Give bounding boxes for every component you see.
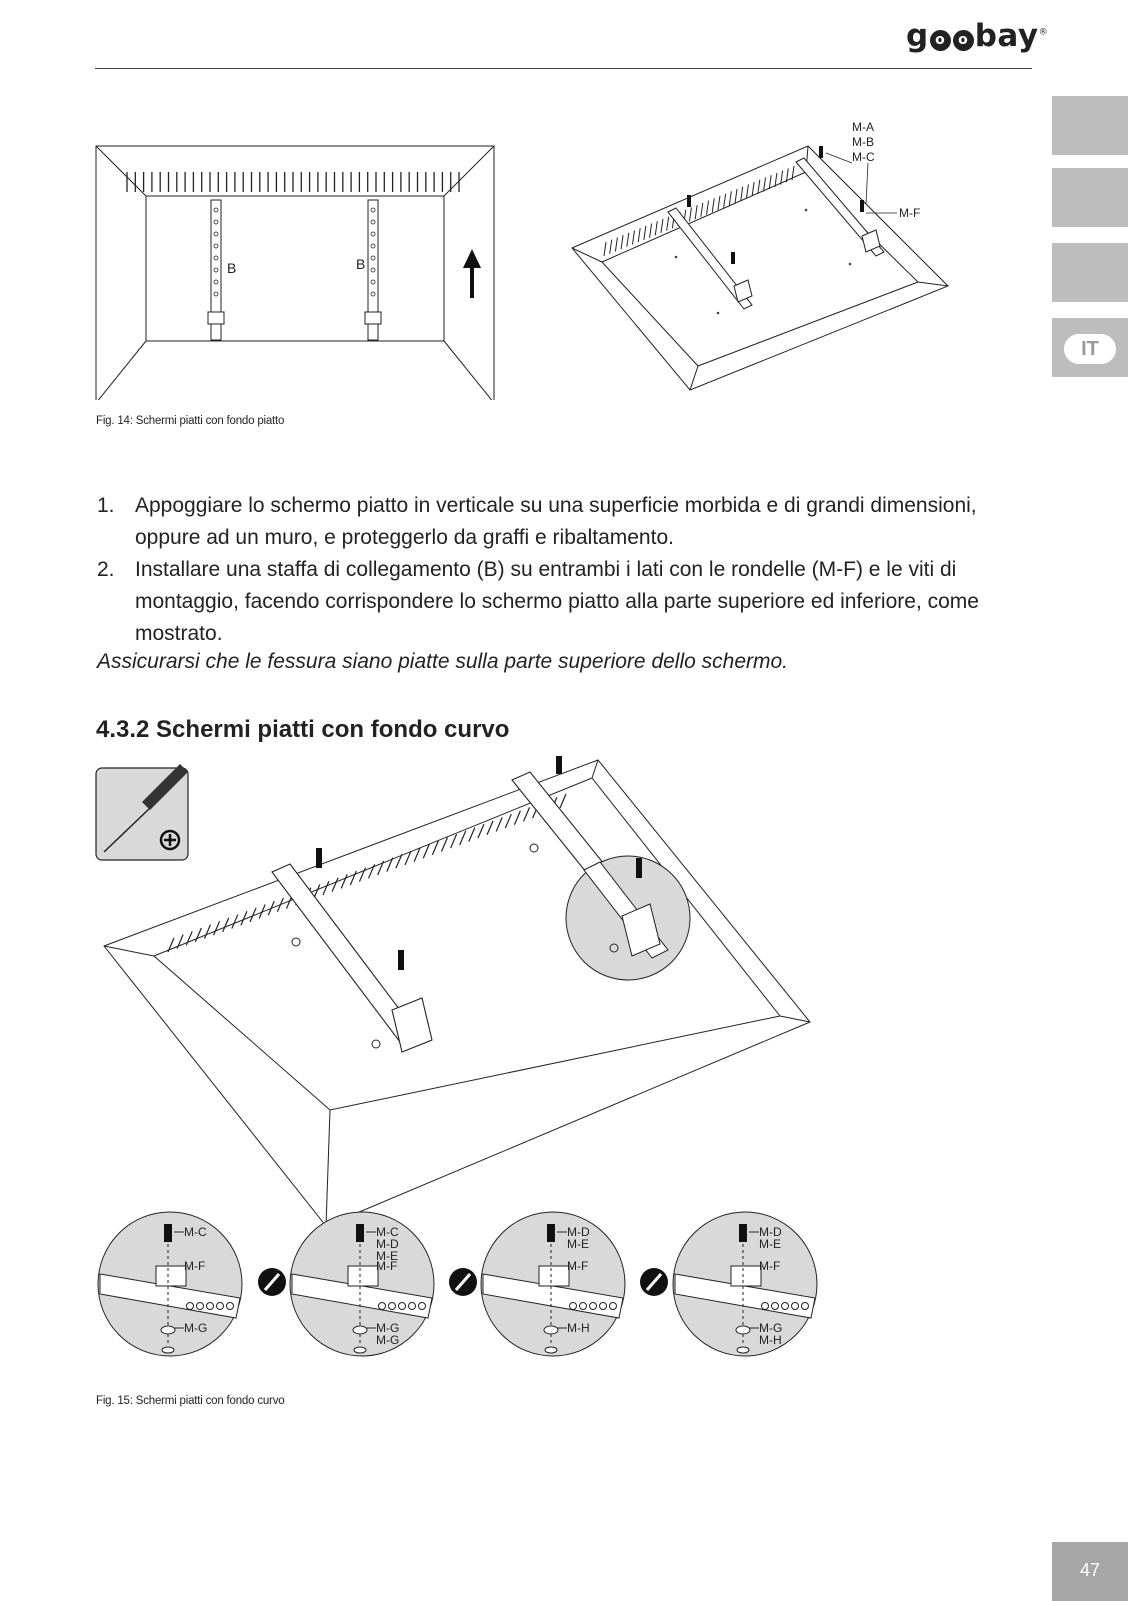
side-tab-3[interactable]	[1052, 243, 1128, 302]
detail-label-screw-2: M-D	[376, 1237, 399, 1251]
label-mc: M-C	[852, 150, 875, 164]
instruction-step	[97, 554, 997, 650]
up-arrow-icon	[463, 249, 481, 298]
detail-label-bottom: M-G	[759, 1321, 783, 1335]
label-ma: M-A	[852, 120, 874, 134]
brand-logo: g o o bay®	[906, 18, 1049, 54]
figure-14-illustration	[0, 0, 1000, 400]
detail-label-bottom: M-H	[567, 1321, 590, 1335]
italic-note: Assicurarsi che le fessura siano piatte sulla parte superiore dello schermo.	[97, 650, 789, 673]
section-heading: 4.3.2 Schermi piatti con fondo curvo	[96, 716, 510, 743]
detail-label-screw-3: M-E	[376, 1249, 398, 1263]
detail-label-bottom-2: M-G	[376, 1333, 400, 1347]
language-badge: IT	[1064, 334, 1116, 364]
step-text: Appoggiare lo schermo piatto in verticale su una superficie morbida e di grandi dimensioni, oppure ad un muro, e proteggerlo da graffi e ribaltamento.	[135, 494, 977, 549]
label-mb: M-B	[852, 135, 874, 149]
detail-label-screw-2: M-E	[759, 1237, 781, 1251]
detail-label-screw: M-C	[376, 1225, 399, 1239]
detail-label-washer: M-F	[759, 1259, 781, 1273]
instruction-list	[97, 490, 997, 650]
side-tab-language[interactable]	[1052, 318, 1128, 377]
instruction-step	[97, 490, 997, 554]
side-tab-1[interactable]	[1052, 96, 1128, 155]
detail-label-screw: M-C	[184, 1225, 207, 1239]
detail-label-bottom: M-G	[184, 1321, 208, 1335]
screwdriver-icon	[96, 764, 188, 860]
detail-label-bottom: M-G	[376, 1321, 400, 1335]
side-tab-2[interactable]	[1052, 168, 1128, 227]
figure-14-caption: Fig. 14: Schermi piatti con fondo piatto	[96, 415, 285, 427]
label-bracket-b-right: B	[356, 256, 366, 272]
step-number: 2.	[97, 558, 115, 581]
figure-15-illustration	[0, 740, 1000, 1380]
step-text: Installare una staffa di collegamento (B) su entrambi i lati con le rondelle (M-F) e le viti di montaggio, facendo corrispondere lo schermo piatto alla parte superiore ed inferiore, come mostrato.	[135, 558, 979, 645]
figure-15-caption: Fig. 15: Schermi piatti con fondo curvo	[96, 1395, 285, 1407]
page-number: 47	[1052, 1542, 1128, 1601]
detail-label-washer: M-F	[184, 1259, 206, 1273]
label-mf: M-F	[899, 206, 921, 220]
label-bracket-b-left: B	[227, 260, 237, 276]
detail-label-bottom-2: M-H	[759, 1333, 782, 1347]
detail-label-washer: M-F	[376, 1259, 398, 1273]
detail-label-screw-2: M-E	[567, 1237, 589, 1251]
detail-label-screw: M-D	[567, 1225, 590, 1239]
detail-label-washer: M-F	[567, 1259, 589, 1273]
detail-label-screw: M-D	[759, 1225, 782, 1239]
step-number: 1.	[97, 494, 115, 517]
